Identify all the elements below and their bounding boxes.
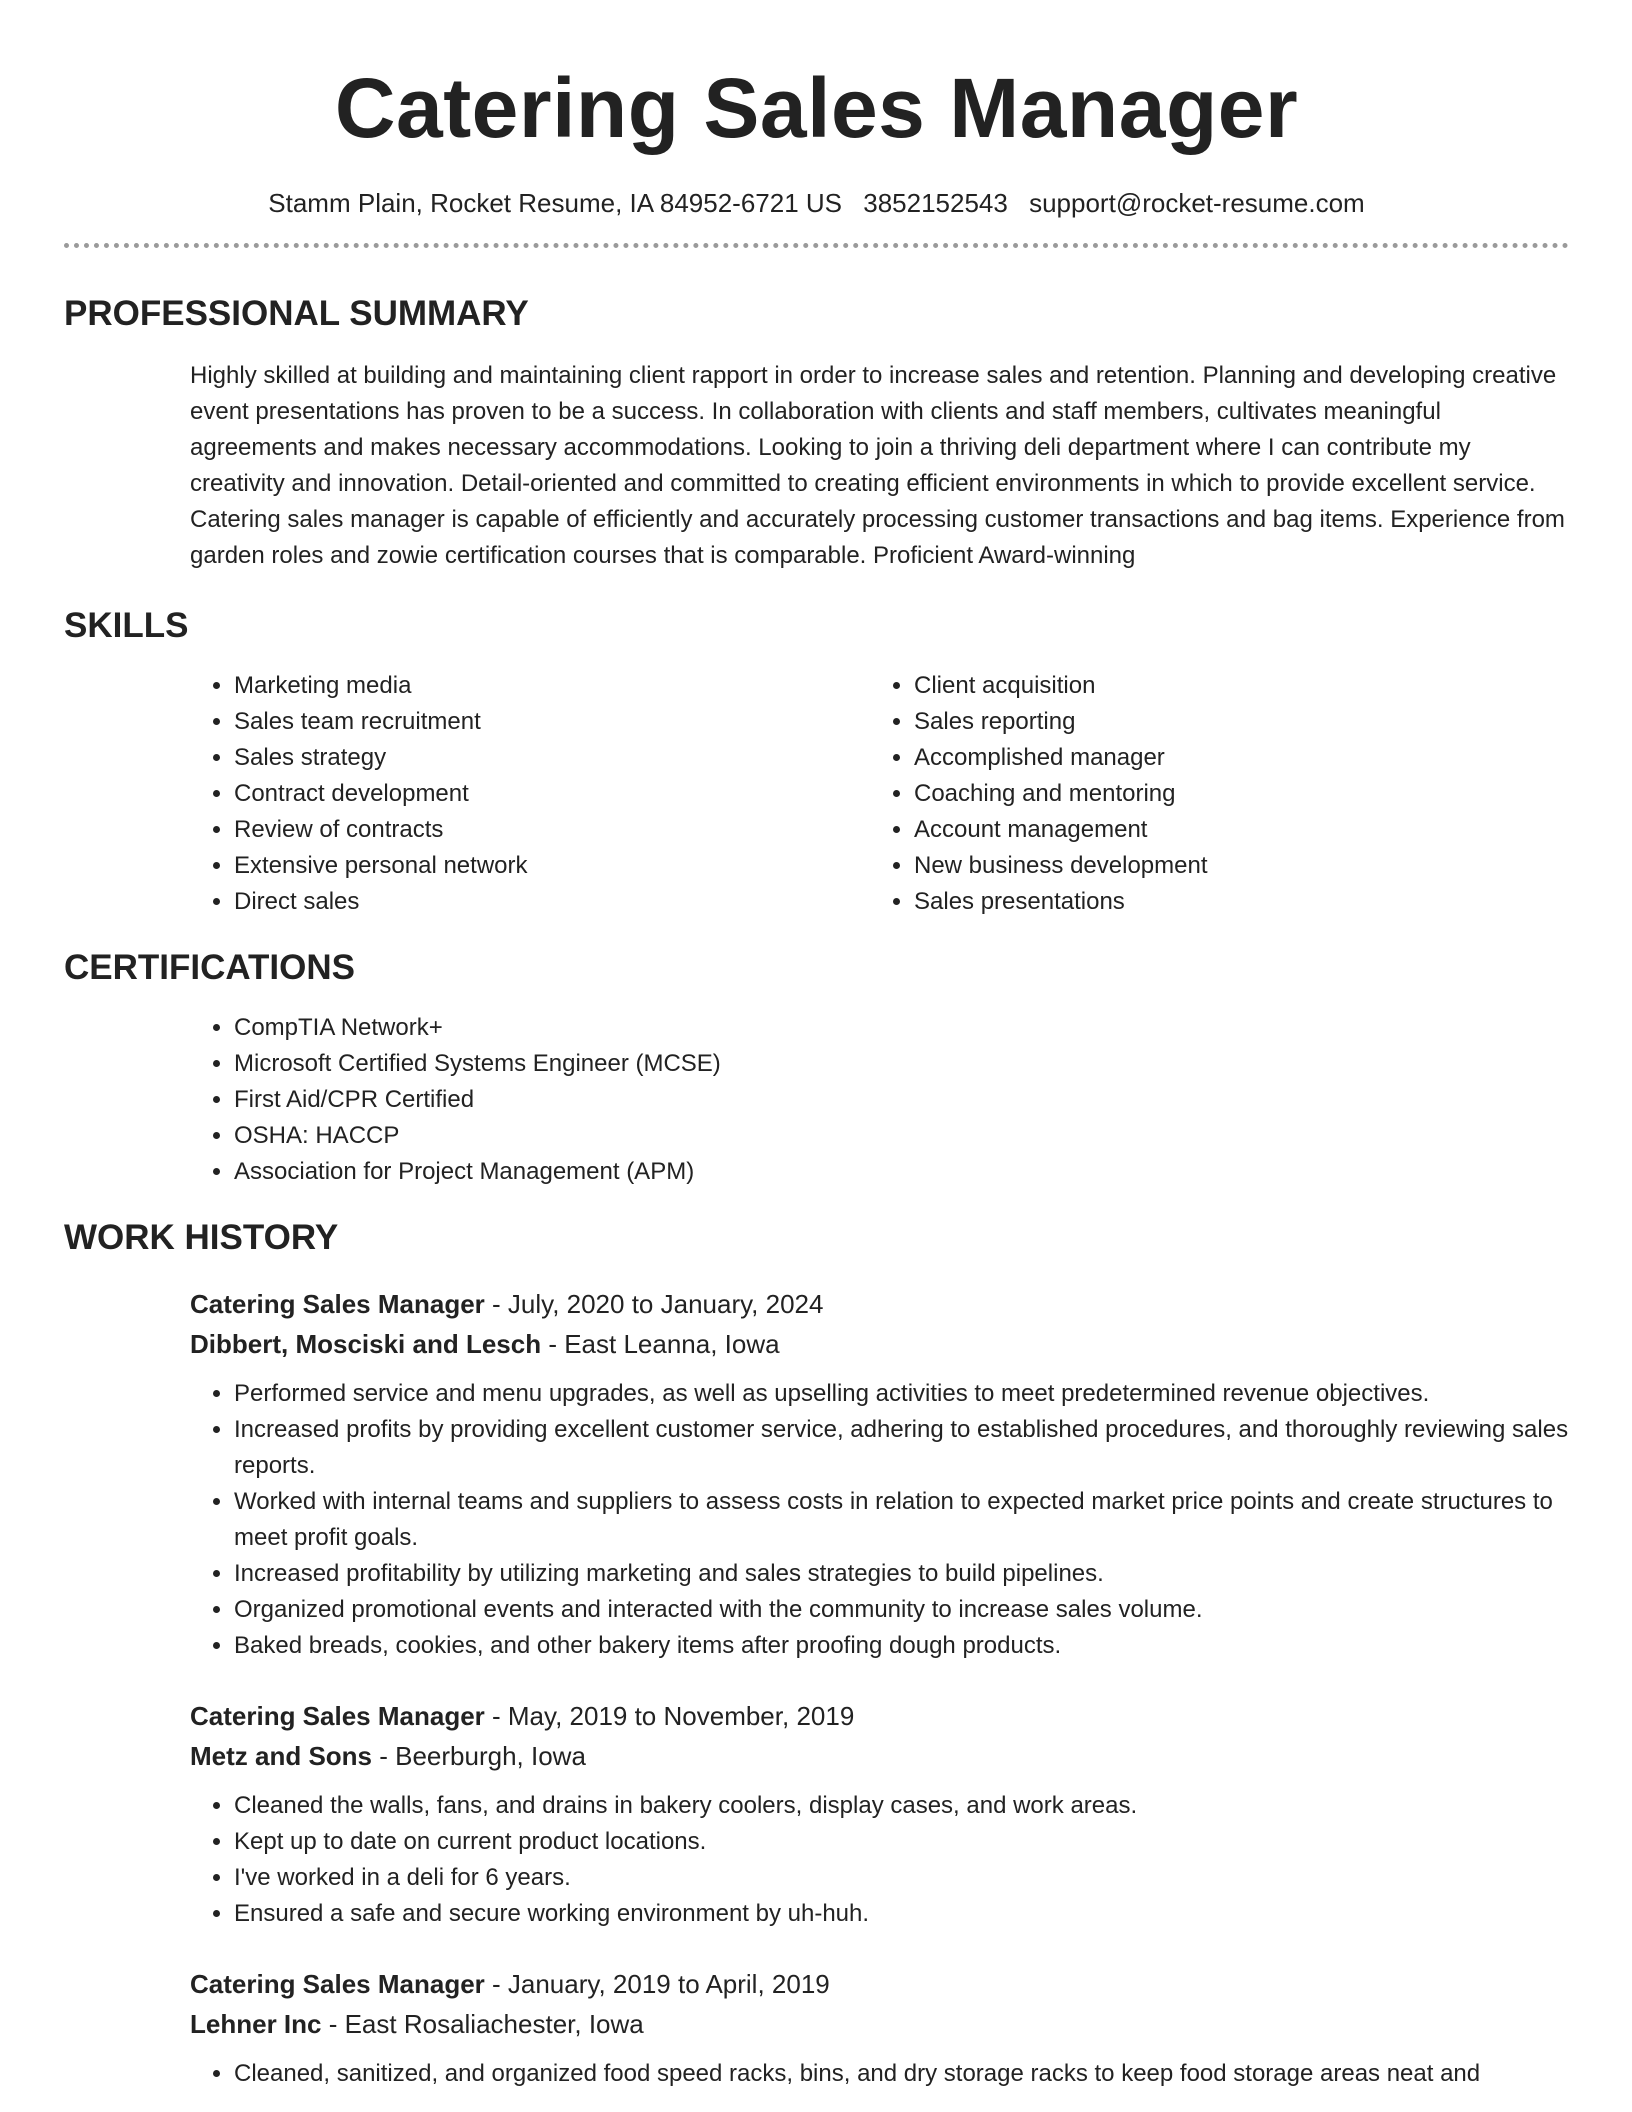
certifications-section — [64, 946, 1569, 1190]
job-bullet: • Cleaned, sanitized, and organized food speed racks, bins, and dry storage racks to keep food storage areas neat and — [234, 2056, 1569, 2092]
job-entry — [190, 1696, 1569, 1932]
skill-item: • Sales presentations — [914, 884, 1550, 920]
certification-item: • Microsoft Certified Systems Engineer (MCSE) — [234, 1046, 1569, 1082]
job-bullet: • Cleaned the walls, fans, and drains in bakery coolers, display cases, and work areas. — [234, 1788, 1569, 1824]
skill-item: • Sales strategy — [234, 740, 870, 776]
job-bullet: • Increased profitability by utilizing marketing and sales strategies to build pipelines. — [234, 1556, 1569, 1592]
job-location: - East Leanna, Iowa — [541, 1329, 780, 1359]
job-bullet: • Kept up to date on current product locations. — [234, 1824, 1569, 1860]
job-company: Dibbert, Mosciski and Lesch — [190, 1329, 542, 1359]
skills-section — [64, 604, 1569, 920]
contact-address: Stamm Plain, Rocket Resume, IA 84952-6721 US — [268, 188, 843, 218]
job-bullet: • Increased profits by providing excellent customer service, adhering to established procedures, and thoroughly reviewing sales reports. — [234, 1412, 1569, 1484]
skills-column-right — [870, 668, 1550, 920]
job-company-line — [190, 1736, 1569, 1776]
job-bullets — [190, 2056, 1569, 2092]
certification-item: • CompTIA Network+ — [234, 1010, 1569, 1046]
job-location: - East Rosaliachester, Iowa — [321, 2009, 644, 2039]
section-title-summary: PROFESSIONAL SUMMARY — [64, 294, 529, 333]
skill-item: • Contract development — [234, 776, 870, 812]
job-title-line — [190, 1284, 1569, 1324]
job-role: Catering Sales Manager — [190, 1701, 485, 1731]
section-title-skills: SKILLS — [64, 606, 189, 645]
job-title-line — [190, 1964, 1569, 2004]
header-divider — [64, 243, 1569, 248]
job-location: - Beerburgh, Iowa — [372, 1741, 586, 1771]
job-company-line — [190, 1324, 1569, 1364]
job-title-line — [190, 1696, 1569, 1736]
skill-item: • Review of contracts — [234, 812, 870, 848]
skill-item: • Sales reporting — [914, 704, 1550, 740]
certification-item: • First Aid/CPR Certified — [234, 1082, 1569, 1118]
job-bullets — [190, 1376, 1569, 1664]
job-entry — [190, 1964, 1569, 2092]
skill-item: • Marketing media — [234, 668, 870, 704]
skill-item: • New business development — [914, 848, 1550, 884]
professional-summary-section — [64, 292, 1569, 574]
certification-item: • Association for Project Management (APM) — [234, 1154, 1569, 1190]
job-entry — [190, 1284, 1569, 1664]
certifications-list — [190, 1010, 1569, 1190]
work-history-section — [64, 1216, 1569, 2092]
skill-item: • Account management — [914, 812, 1550, 848]
resume-page — [64, 0, 1569, 2092]
section-title-work-history: WORK HISTORY — [64, 1218, 339, 1257]
skills-column-left — [190, 668, 870, 920]
skill-item: • Extensive personal network — [234, 848, 870, 884]
skill-item: • Coaching and mentoring — [914, 776, 1550, 812]
job-bullet: • Baked breads, cookies, and other bakery items after proofing dough products. — [234, 1628, 1569, 1664]
job-bullet: • Organized promotional events and interacted with the community to increase sales volume. — [234, 1592, 1569, 1628]
summary-text: Highly skilled at building and maintaining client rapport in order to increase sales and retention. Planning and developing creative event presentations has proven to be a success. In collaboration with clients and staff members, cultivates meaningful agreements and makes necessary accommodations. Looking to join a thriving deli department where I can contribute my creativity and innovation. Detail-oriented and committed to creating efficient environments in which to provide excellent service. Catering sales manager is capable of efficiently and accurately processing customer transactions and bag items. Experience from garden roles and zowie certification courses that is comparable. Proficient Award-winning — [190, 362, 1565, 569]
section-title-certifications: CERTIFICATIONS — [64, 948, 356, 987]
job-company: Metz and Sons — [190, 1741, 373, 1771]
skill-item: • Accomplished manager — [914, 740, 1550, 776]
skill-item: • Sales team recruitment — [234, 704, 870, 740]
contact-info — [64, 186, 1569, 220]
skill-item: • Direct sales — [234, 884, 870, 920]
job-role: Catering Sales Manager — [190, 1289, 485, 1319]
job-bullet: • I've worked in a deli for 6 years. — [234, 1860, 1569, 1896]
job-bullets — [190, 1788, 1569, 1932]
job-company-line — [190, 2004, 1569, 2044]
certification-item: • OSHA: HACCP — [234, 1118, 1569, 1154]
resume-name: Catering Sales Manager — [334, 61, 1299, 155]
contact-phone: 3852152543 — [863, 188, 1008, 218]
job-dates: - May, 2019 to November, 2019 — [484, 1701, 855, 1731]
job-company: Lehner Inc — [190, 2009, 322, 2039]
contact-email: support@rocket-resume.com — [1029, 188, 1365, 218]
skills-grid — [190, 668, 1569, 920]
job-bullet: • Ensured a safe and secure working environment by uh-huh. — [234, 1896, 1569, 1932]
job-bullet: • Worked with internal teams and suppliers to assess costs in relation to expected market price points and create structures to meet profit goals. — [234, 1484, 1569, 1556]
job-dates: - July, 2020 to January, 2024 — [484, 1289, 824, 1319]
job-dates: - January, 2019 to April, 2019 — [484, 1969, 830, 1999]
job-role: Catering Sales Manager — [190, 1969, 485, 1999]
skill-item: • Client acquisition — [914, 668, 1550, 704]
job-bullet: • Performed service and menu upgrades, as well as upselling activities to meet predetermined revenue objectives. — [234, 1376, 1569, 1412]
